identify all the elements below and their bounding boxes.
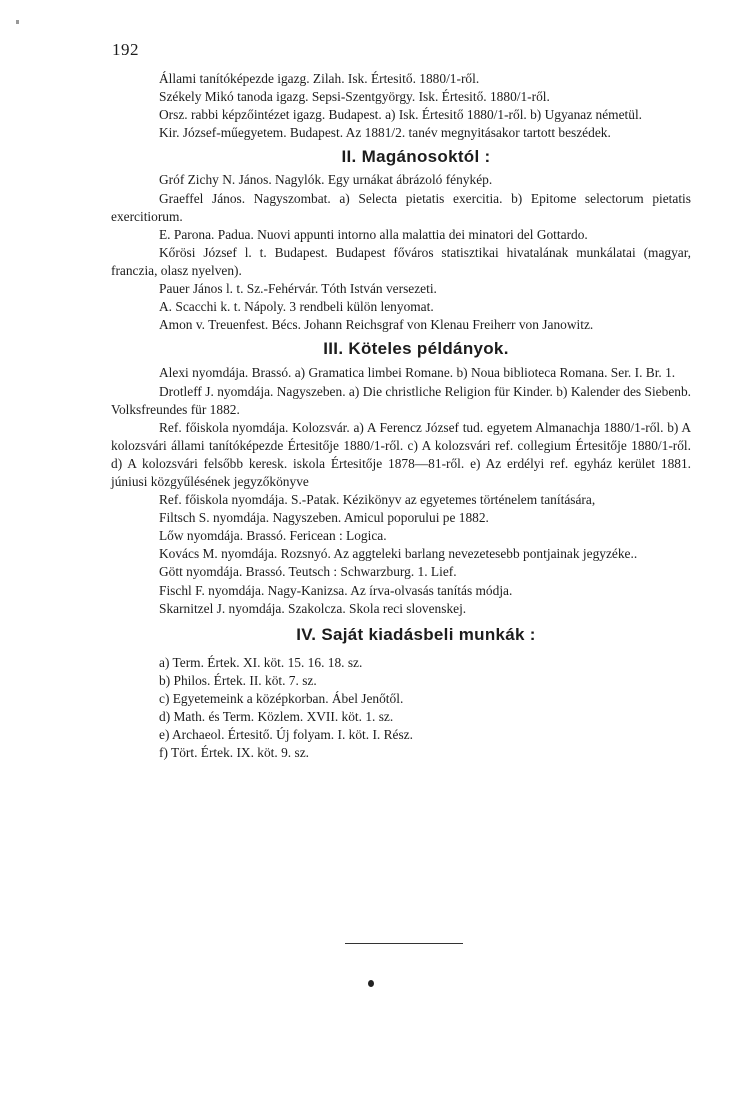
entry-paragraph: E. Parona. Padua. Nuovi appunti intorno alla malattia dei minatori del Gottardo. bbox=[159, 226, 588, 242]
entry-paragraph: Amon v. Treuenfest. Bécs. Johann Reichsgraf von Klenau Freiherr von Janowitz. bbox=[159, 317, 594, 333]
ink-dot bbox=[368, 980, 374, 987]
list-item: f) Tört. Értek. IX. köt. 9. sz. bbox=[159, 745, 309, 761]
section-heading-mandatory: III. Köteles példányok. bbox=[323, 339, 509, 359]
page-body bbox=[111, 70, 691, 762]
entry-paragraph: Graeffel János. Nagyszombat. a) Selecta pietatis exercitia. b) Epitome selectorum pietatis exercitiorum. bbox=[111, 190, 691, 224]
entry-paragraph: Fischl F. nyomdája. Nagy-Kanizsa. Az írva-olvasás tanítás módja. bbox=[159, 582, 513, 598]
entry-paragraph: Kovács M. nyomdája. Rozsnyó. Az aggteleki barlang nevezetesebb pontjainak jegyzéke.. bbox=[159, 546, 638, 562]
entry-paragraph: Filtsch S. nyomdája. Nagyszeben. Amicul poporului pe 1882. bbox=[159, 510, 489, 526]
entry-paragraph: Állami tanítóképezde igazg. Zilah. Isk. Értesitő. 1880/1-ről. bbox=[159, 71, 480, 86]
entry-paragraph: Kir. József-műegyetem. Budapest. Az 1881/2. tanév megnyitásakor tartott beszédek. bbox=[159, 125, 611, 141]
entry-paragraph: Pauer János l. t. Sz.-Fehérvár. Tóth István versezeti. bbox=[159, 281, 437, 297]
entry-paragraph: Ref. főiskola nyomdája. Kolozsvár. a) A Ferencz József tud. egyetem Almanachja 1880/1-ről. b) A kolozsvári állami tanítóképezde Értesitője 1880/1-ről. c) A kolozsvári ref. collegium Értesitője 1880/1-ről. d) A kolozsvári felsőbb keresk. iskola Értesitője 1878—81-ről. e) Az erdélyi ref. egyház kerület 1881. júniusi közgyűlésének jegyzőkönyve bbox=[111, 419, 691, 489]
entry-paragraph: Gróf Zichy N. János. Nagylók. Egy urnákat ábrázoló fénykép. bbox=[159, 172, 493, 188]
list-item: a) Term. Értek. XI. köt. 15. 16. 18. sz. bbox=[159, 654, 363, 670]
entry-paragraph: Drotleff J. nyomdája. Nagyszeben. a) Die christliche Religion für Kinder. b) Kalender des Siebenb. Volksfreundes für 1882. bbox=[111, 383, 691, 417]
entry-paragraph: Gött nyomdája. Brassó. Teutsch : Schwarzburg. 1. Lief. bbox=[159, 564, 457, 580]
scan-mark bbox=[16, 20, 19, 24]
entry-paragraph: Ref. főiskola nyomdája. S.-Patak. Kézikönyv az egyetemes történelem tanítására, bbox=[159, 492, 596, 508]
entry-paragraph: Alexi nyomdája. Brassó. a) Gramatica limbei Romane. b) Noua biblioteca Romana. Ser. I. Br. 1. bbox=[159, 365, 676, 381]
entry-paragraph: Székely Mikó tanoda igazg. Sepsi-Szentgyörgy. Isk. Értesitő. 1880/1-ről. bbox=[159, 89, 550, 105]
entry-paragraph: Lőw nyomdája. Brassó. Fericean : Logica. bbox=[159, 528, 387, 544]
entry-paragraph: Kőrösi József l. t. Budapest. Budapest főváros statisztikai hivatalának munkálatai (magyar, franczia, olasz nyelven). bbox=[111, 244, 691, 278]
page-number: 192 bbox=[112, 40, 139, 59]
entry-paragraph: Orsz. rabbi képzőintézet igazg. Budapest. a) Isk. Értesitő 1880/1-ről. b) Ugyanaz németül. bbox=[159, 107, 643, 123]
list-item: e) Archaeol. Értesitő. Új folyam. I. köt. I. Rész. bbox=[159, 727, 413, 743]
entry-paragraph: Skarnitzel J. nyomdája. Szakolcza. Skola reci slovenskej. bbox=[159, 600, 467, 616]
section-heading-own: IV. Saját kiadásbeli munkák : bbox=[296, 624, 536, 644]
section-heading-private: II. Magánosoktól : bbox=[341, 147, 491, 167]
list-item: c) Egyetemeink a középkorban. Ábel Jenőtől. bbox=[159, 691, 404, 706]
list-item: b) Philos. Értek. II. köt. 7. sz. bbox=[159, 672, 317, 688]
entry-paragraph: A. Scacchi k. t. Nápoly. 3 rendbeli külön lenyomat. bbox=[159, 299, 434, 315]
divider-rule bbox=[345, 943, 463, 944]
list-item: d) Math. és Term. Közlem. XVII. köt. 1. sz. bbox=[159, 709, 394, 725]
